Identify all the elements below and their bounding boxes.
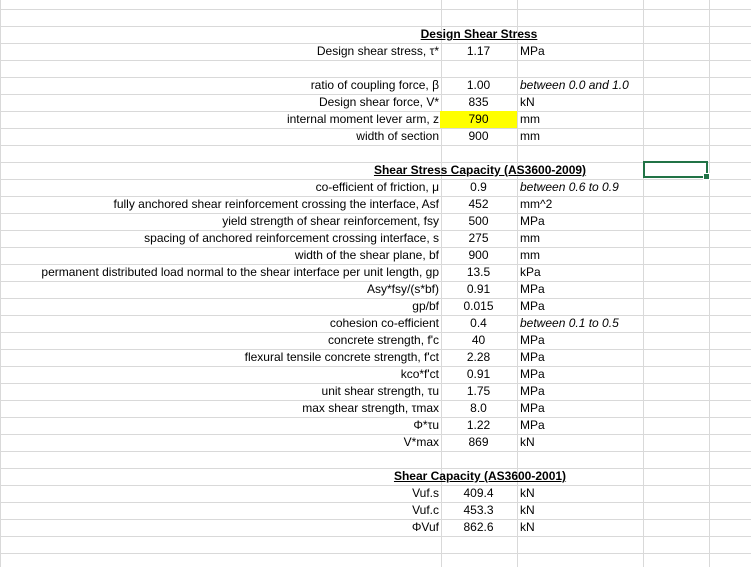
row-value[interactable]: 40 [471,333,486,347]
row-unit[interactable]: MPa [520,333,545,347]
row-unit[interactable]: mm [520,248,540,262]
row-unit[interactable]: MPa [520,282,545,296]
row-label[interactable]: Asy*fsy/(s*bf) [366,282,439,296]
row-label[interactable]: width of section [356,129,439,143]
table-row [0,264,751,281]
row-unit[interactable]: MPa [520,350,545,364]
row-value[interactable]: 500 [468,214,489,228]
selected-cell-cursor[interactable] [643,161,708,178]
table-row [0,43,751,60]
row-value[interactable]: 409.4 [463,486,494,500]
row-value[interactable]: 0.91 [466,282,491,296]
row-value[interactable]: 1.00 [466,78,491,92]
row-value[interactable]: 900 [468,129,489,143]
highlighted-input-value[interactable]: 790 [440,111,517,128]
table-row [0,383,751,400]
row-unit[interactable]: MPa [520,214,545,228]
row-label[interactable]: Φ*τu [413,418,439,432]
row-value[interactable]: 452 [468,197,489,211]
row-unit[interactable]: mm^2 [520,197,553,211]
table-row [0,230,751,247]
row-value[interactable]: 275 [468,231,489,245]
row-value[interactable]: 13.5 [466,265,491,279]
table-row [0,349,751,366]
row-unit[interactable]: kPa [520,265,541,279]
table-row [0,247,751,264]
row-label[interactable]: permanent distributed load normal to the shear interface per unit length, gp [41,265,439,279]
table-row [0,179,751,196]
row-value[interactable]: 835 [468,95,489,109]
row-value[interactable]: 1.22 [466,418,491,432]
row-value[interactable]: 0.015 [463,299,494,313]
row-label[interactable]: co-efficient of friction, μ [315,180,439,194]
row-value[interactable]: 869 [468,435,489,449]
row-unit[interactable]: MPa [520,299,545,313]
row-label[interactable]: unit shear strength, τu [321,384,439,398]
row-unit[interactable]: kN [520,95,535,109]
table-row [0,332,751,349]
table-row [0,213,751,230]
row-unit[interactable]: MPa [520,384,545,398]
row-unit[interactable]: kN [520,486,535,500]
table-row [0,502,751,519]
table-row [0,417,751,434]
row-value[interactable]: 1.17 [466,44,491,58]
row-label[interactable]: Vuf.c [412,503,439,517]
row-value[interactable]: 8.0 [470,401,487,415]
row-label[interactable]: spacing of anchored reinforcement crossing interface, s [144,231,439,245]
row-label[interactable]: ratio of coupling force, β [310,78,439,92]
table-row [0,366,751,383]
row-unit[interactable]: MPa [520,401,545,415]
row-value[interactable]: 900 [468,248,489,262]
row-label[interactable]: kco*f'ct [400,367,439,381]
row-label[interactable]: V*max [403,435,439,449]
section-header-row [0,162,751,179]
row-unit[interactable]: kN [520,503,535,517]
row-value[interactable]: 0.91 [466,367,491,381]
row-value[interactable]: 453.3 [463,503,494,517]
row-unit[interactable]: MPa [520,367,545,381]
section-header-row [0,468,751,485]
table-row [0,519,751,536]
row-label[interactable]: gp/bf [412,299,439,313]
row-unit[interactable]: mm [520,129,540,143]
row-label[interactable]: Design shear stress, τ* [316,44,439,58]
section-header-row [0,26,751,43]
table-row [0,315,751,332]
row-unit[interactable]: mm [520,231,540,245]
row-label[interactable]: cohesion co-efficient [329,316,439,330]
row-label[interactable]: fully anchored shear reinforcement crossing the interface, Asf [113,197,439,211]
table-row [0,94,751,111]
table-row [0,77,751,94]
row-label[interactable]: Design shear force, V* [318,95,439,109]
table-row [0,485,751,502]
row-unit[interactable]: between 0.1 to 0.5 [520,316,619,330]
row-label[interactable]: concrete strength, f'c [327,333,439,347]
table-row [0,298,751,315]
row-label[interactable]: internal moment lever arm, z [286,112,439,126]
row-unit[interactable]: kN [520,520,535,534]
design-section-title[interactable]: Design Shear Stress [420,27,538,41]
table-row [0,196,751,213]
shear-capacity-section-title[interactable]: Shear Capacity (AS3600-2001) [393,469,567,483]
row-value[interactable]: 0.4 [470,316,487,330]
row-unit[interactable]: MPa [520,418,545,432]
table-row [0,111,751,128]
row-label[interactable]: yield strength of shear reinforcement, fsy [222,214,439,228]
row-unit[interactable]: mm [520,112,540,126]
table-row [0,400,751,417]
table-row [0,434,751,451]
row-value[interactable]: 0.9 [470,180,487,194]
row-unit[interactable]: between 0.0 and 1.0 [520,78,629,92]
row-value[interactable]: 2.28 [466,350,491,364]
row-value[interactable]: 1.75 [466,384,491,398]
row-label[interactable]: ΦVuf [411,520,439,534]
row-label[interactable]: max shear strength, τmax [302,401,439,415]
row-unit[interactable]: kN [520,435,535,449]
row-value[interactable]: 862.6 [463,520,494,534]
table-row [0,128,751,145]
row-label[interactable]: width of the shear plane, bf [294,248,439,262]
capacity-section-title[interactable]: Shear Stress Capacity (AS3600-2009) [373,163,587,177]
table-row [0,281,751,298]
row-unit[interactable]: between 0.6 to 0.9 [520,180,619,194]
row-label[interactable]: flexural tensile concrete strength, f'ct [244,350,439,364]
row-unit[interactable]: MPa [520,44,545,58]
row-label[interactable]: Vuf.s [412,486,439,500]
